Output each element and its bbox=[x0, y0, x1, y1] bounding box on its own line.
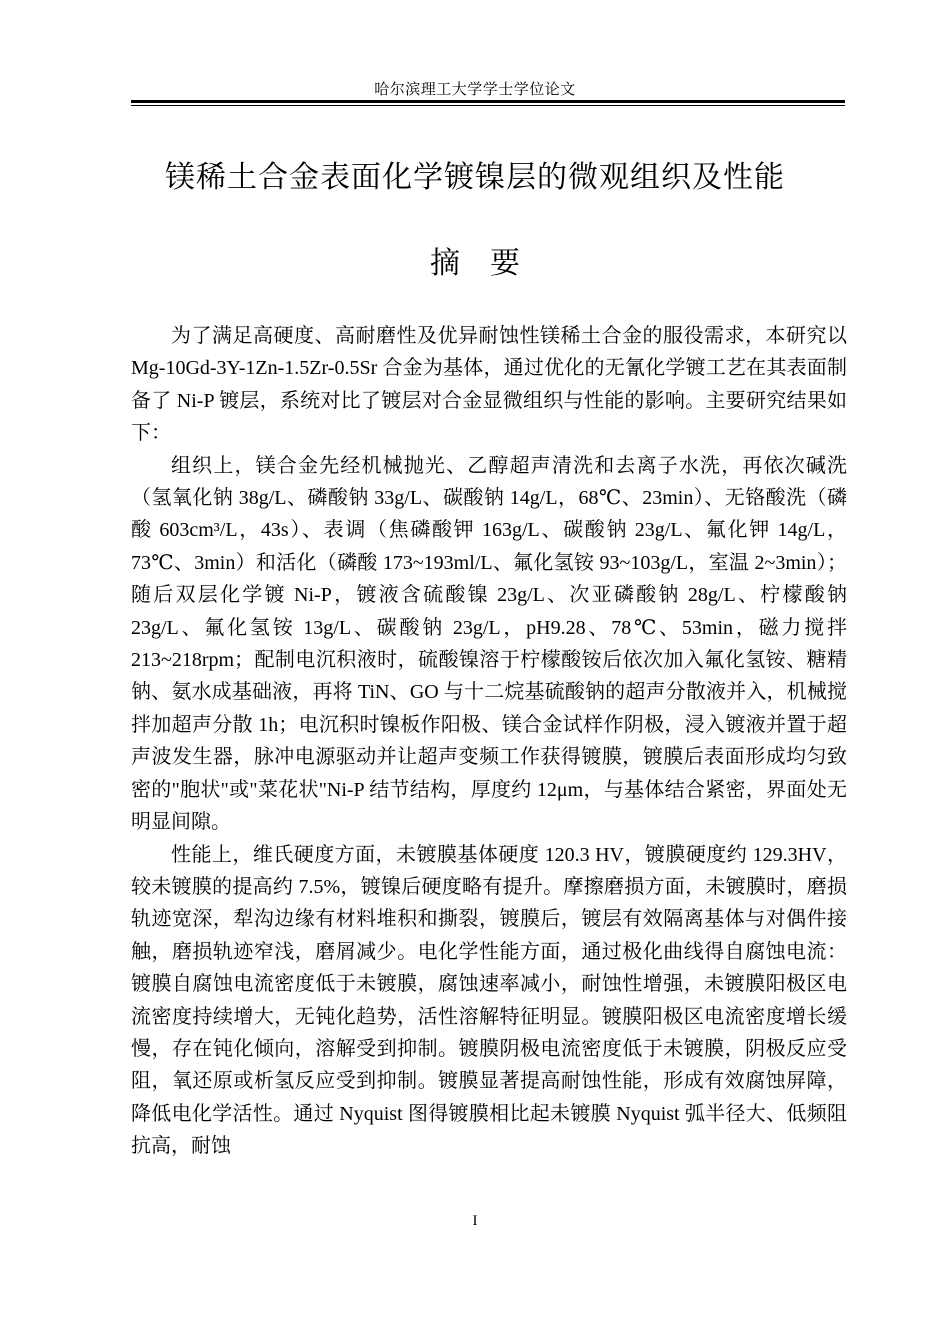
header-rule-thin bbox=[131, 105, 845, 106]
abstract-paragraph-microstructure: 组织上，镁合金先经机械抛光、乙醇超声清洗和去离子水洗，再依次碱洗（氢氧化钠 38g/L、磷酸钠 33g/L、碳酸钠 14g/L，68℃、23min）、无铬酸洗（磷酸 603cm³/L，43s）、表调（焦磷酸钾 163g/L、碳酸钠 23g/L、氟化钾 14g/L，73℃、3min）和活化（磷酸 173~193ml/L、氟化氢铵 93~103g/L，室温 2~3min）；随后双层化学镀 Ni-P，镀液含硫酸镍 23g/L、次亚磷酸钠 28g/L、柠檬酸钠 23g/L、氟化氢铵 13g/L、碳酸钠 23g/L，pH9.28、78℃、53min，磁力搅拌 213~218rpm；配制电沉积液时，硫酸镍溶于柠檬酸铵后依次加入氟化氢铵、糖精钠、氨水成基础液，再将 TiN、GO 与十二烷基硫酸钠的超声分散液并入，机械搅拌加超声分散 1h；电沉积时镍板作阳极、镁合金试样作阴极，浸入镀液并置于超声波发生器，脉冲电源驱动并让超声变频工作获得镀膜，镀膜后表面形成均匀致密的"胞状"或"菜花状"Ni-P 结节结构，厚度约 12μm，与基体结合紧密，界面处无明显间隙。 bbox=[131, 454, 847, 834]
abstract-body bbox=[131, 320, 847, 1163]
page-number: I bbox=[472, 1213, 478, 1229]
abstract-paragraph-intro: 为了满足高硬度、高耐磨性及优异耐蚀性镁稀土合金的服役需求，本研究以 Mg-10Gd-3Y-1Zn-1.5Zr-0.5Sr 合金为基体，通过优化的无氰化学镀工艺在其表面制备了 Ni-P 镀层，系统对比了镀层对合金显微组织与性能的影响。主要研究结果如下： bbox=[131, 325, 847, 445]
abstract-paragraph-performance: 性能上，维氏硬度方面，未镀膜基体硬度 120.3 HV，镀膜硬度约 129.3HV，较未镀膜的提高约 7.5%，镀镍后硬度略有提升。摩擦磨损方面，未镀膜时，磨损轨迹宽深，犁沟边缘有材料堆积和撕裂，镀膜后，镀层有效隔离基体与对偶件接触，磨损轨迹窄浅，磨屑减少。电化学性能方面，通过极化曲线得自腐蚀电流：镀膜自腐蚀电流密度低于未镀膜，腐蚀速率减小，耐蚀性增强，未镀膜阳极区电流密度持续增大，无钝化趋势，活性溶解特征明显。镀膜阳极区电流密度增长缓慢，存在钝化倾向，溶解受到抑制。镀膜阴极电流密度低于未镀膜，阴极反应受阻，氧还原或析氢反应受到抑制。镀膜显著提高耐蚀性能，形成有效腐蚀屏障，降低电化学活性。通过 Nyquist 图得镀膜相比起未镀膜 Nyquist 弧半径大、低频阻抗高，耐蚀 bbox=[131, 843, 847, 1158]
abstract-heading: 摘 要 bbox=[430, 246, 520, 281]
thesis-title: 镁稀土合金表面化学镀镍层的微观组织及性能 bbox=[165, 160, 785, 195]
header-rule-thick bbox=[131, 100, 845, 103]
running-header: 哈尔滨理工大学学士学位论文 bbox=[374, 82, 576, 98]
